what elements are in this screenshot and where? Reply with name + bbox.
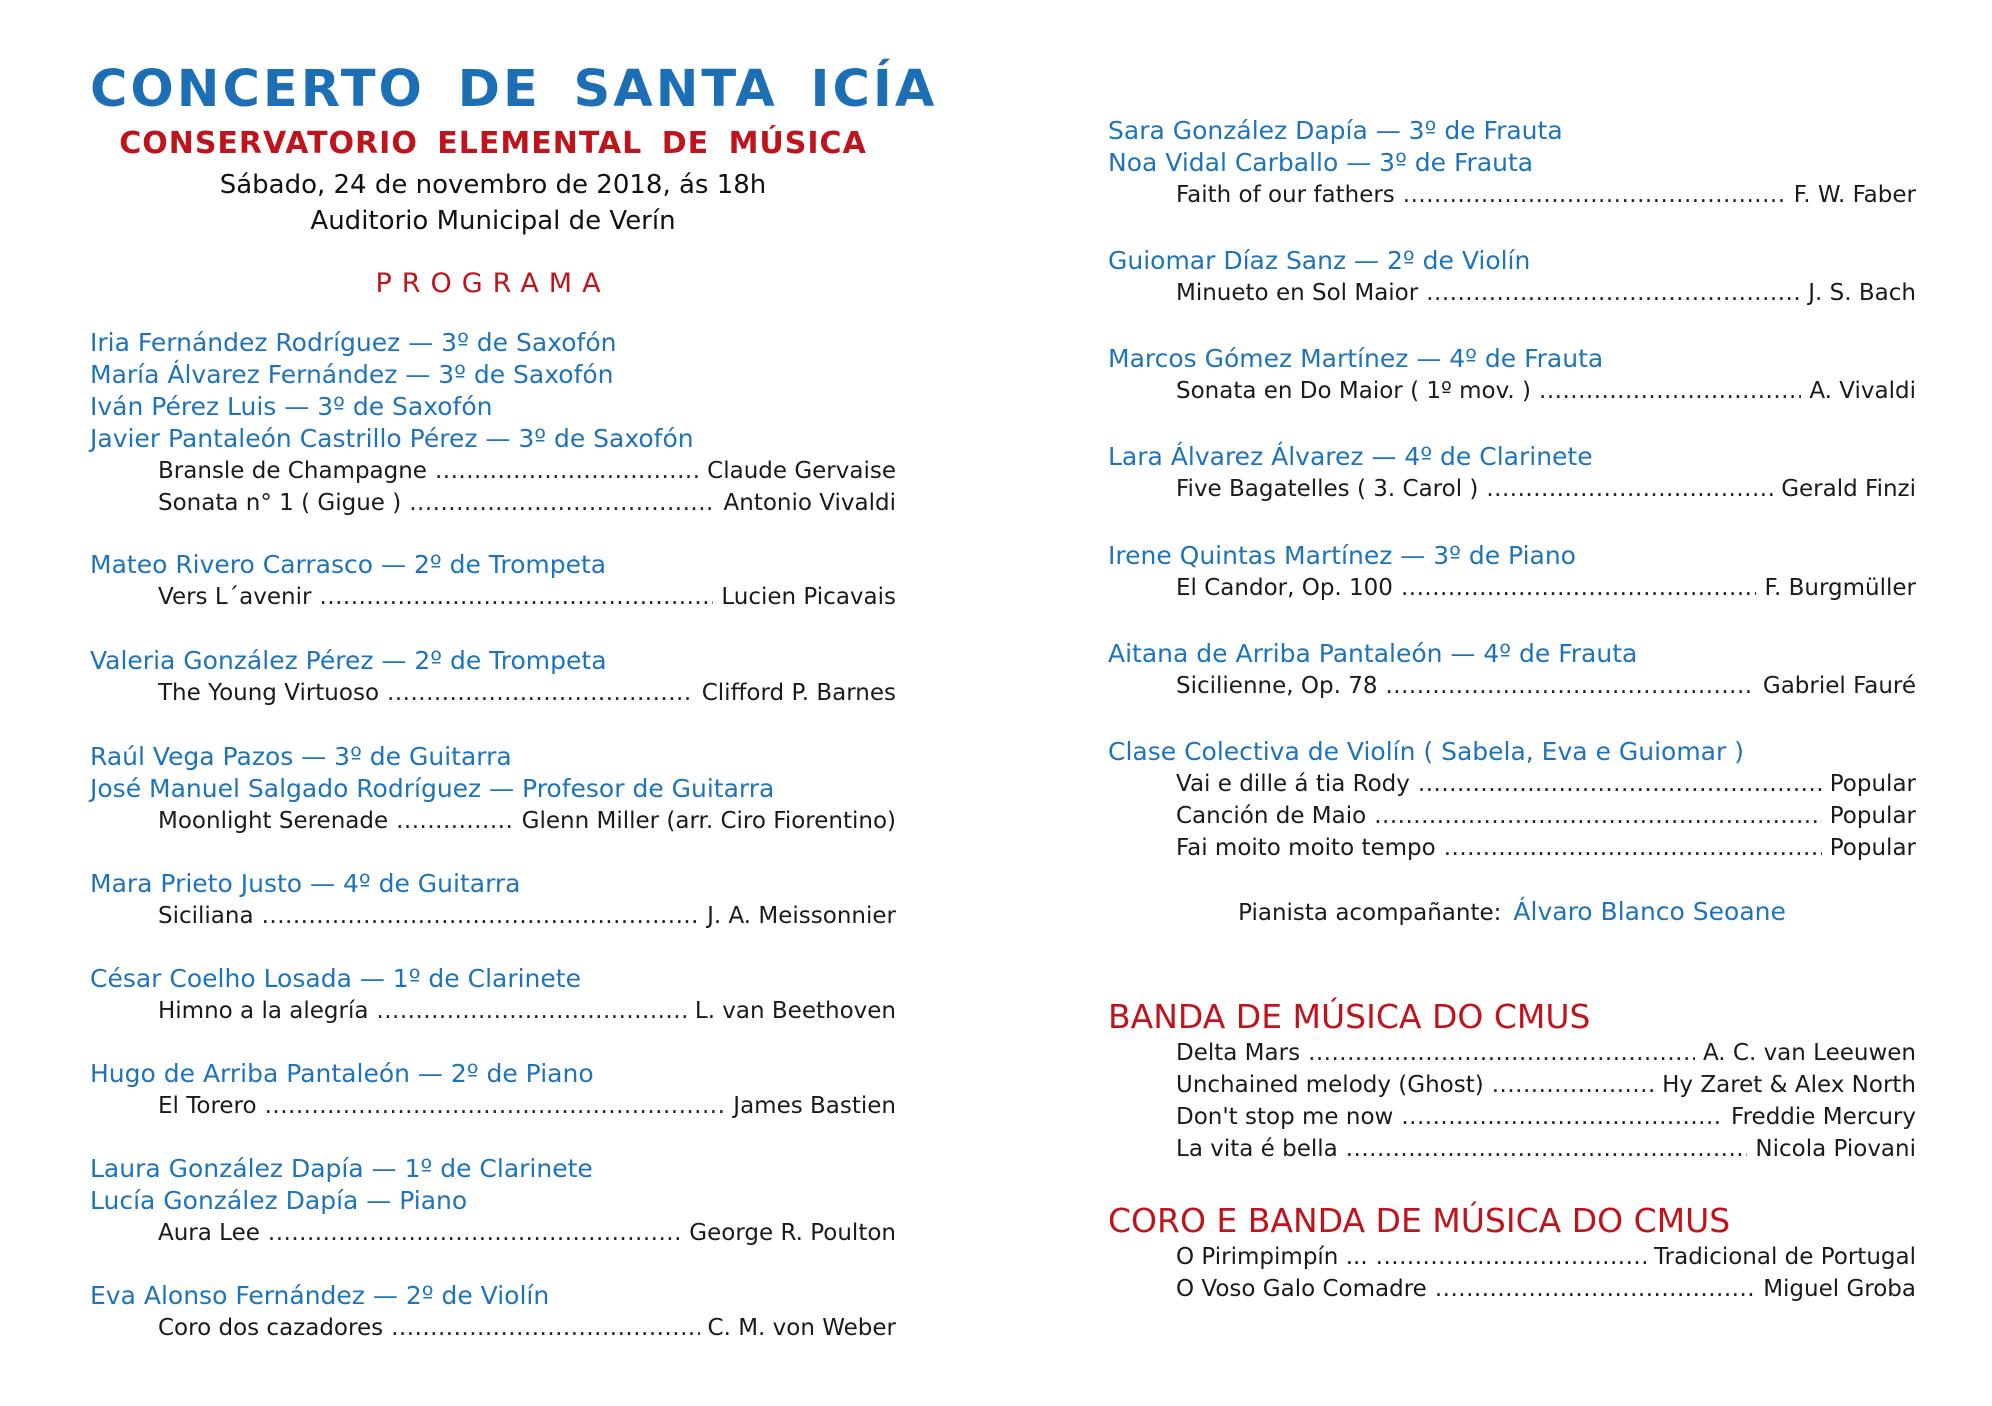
- program-work: [90, 900, 896, 932]
- work-title: The Young Virtuoso: [158, 680, 380, 706]
- work-title: Moonlight Serenade: [158, 808, 389, 834]
- program-entry: [1108, 736, 1916, 864]
- program-entry: [1108, 638, 1916, 702]
- concert-title: CONCERTO DE SANTA ICÍA: [90, 60, 938, 119]
- performer-line: Noa Vidal Carballo — 3º de Frauta: [1108, 148, 1534, 177]
- dot-leader: [1435, 1273, 1755, 1305]
- work-title: Himno a la alegría: [158, 998, 369, 1024]
- performer-line: Hugo de Arriba Pantaleón — 2º de Piano: [90, 1059, 594, 1088]
- program-work: [90, 487, 896, 519]
- pianist-label: Pianista acompañante:: [1238, 900, 1502, 926]
- program-work: [90, 1090, 896, 1122]
- dot-leader: [396, 805, 514, 837]
- program-work: [1108, 1037, 1916, 1069]
- performer-line: Eva Alonso Fernández — 2º de Violín: [90, 1281, 550, 1310]
- work-composer: Tradicional de Portugal: [1653, 1244, 1916, 1270]
- dot-leader: [319, 581, 713, 613]
- work-title: Aura Lee: [158, 1220, 260, 1246]
- work-composer: Antonio Vivaldi: [723, 490, 896, 516]
- dot-leader: [268, 1217, 681, 1249]
- work-composer: J. S. Bach: [1808, 280, 1916, 306]
- program-work: [1108, 572, 1916, 604]
- work-title: Fai moito moito tempo: [1176, 835, 1436, 861]
- work-title: La vita é bella: [1176, 1136, 1338, 1162]
- work-composer: F. Burgmüller: [1764, 575, 1916, 601]
- performer-line: Mateo Rivero Carrasco — 2º de Trompeta: [90, 550, 607, 579]
- dot-leader: [1346, 1133, 1748, 1165]
- dot-leader: [1374, 800, 1822, 832]
- performer-line: Marcos Gómez Martínez — 4º de Frauta: [1108, 344, 1604, 373]
- program-work: [1108, 1241, 1916, 1273]
- dot-leader: [1486, 473, 1773, 505]
- work-composer: Clifford P. Barnes: [701, 680, 896, 706]
- program-work: [90, 455, 896, 487]
- performer-line: César Coelho Losada — 1º de Clarinete: [90, 964, 581, 993]
- program-work: [90, 1312, 896, 1344]
- program-entry: [90, 645, 896, 709]
- work-composer: C. M. von Weber: [707, 1315, 896, 1341]
- work-composer: Nicola Piovani: [1755, 1136, 1916, 1162]
- dot-leader: [1308, 1037, 1695, 1069]
- work-title: El Candor, Op. 100: [1176, 575, 1393, 601]
- performer-line: Lara Álvarez Álvarez — 4º de Clarinete: [1108, 442, 1593, 471]
- program-work: [90, 677, 896, 709]
- program-entry: [90, 963, 896, 1027]
- work-composer: Popular: [1829, 835, 1916, 861]
- work-composer: F. W. Faber: [1793, 182, 1916, 208]
- work-composer: Popular: [1829, 771, 1916, 797]
- work-title: Minueto en Sol Maior: [1176, 280, 1419, 306]
- dot-leader: [1418, 768, 1822, 800]
- work-title: Vai e dille á tia Rody: [1176, 771, 1410, 797]
- dot-leader: [409, 487, 715, 519]
- dot-leader: [1492, 1069, 1654, 1101]
- program-entry: [90, 1153, 896, 1249]
- program-work: [1108, 1069, 1916, 1101]
- work-composer: A. Vivaldi: [1809, 378, 1916, 404]
- work-title: O Pirimpimpín ...: [1176, 1244, 1368, 1270]
- program-entry: [90, 327, 896, 519]
- work-composer: Glenn Miller (arr. Ciro Fiorentino): [521, 808, 896, 834]
- performer-line: Irene Quintas Martínez — 3º de Piano: [1108, 541, 1576, 570]
- performer-line: Iria Fernández Rodríguez — 3º de Saxofón: [90, 328, 617, 357]
- concert-date: Sábado, 24 de novembro de 2018, ás 18h: [219, 170, 767, 200]
- pianist-name: Álvaro Blanco Seoane: [1513, 897, 1786, 926]
- dot-leader: [1403, 179, 1786, 211]
- program-entry: [90, 1058, 896, 1122]
- program-entry: [90, 868, 896, 932]
- choir-band-section: [1108, 1201, 1916, 1305]
- work-title: Coro dos cazadores: [158, 1315, 384, 1341]
- work-composer: A. C. van Leeuwen: [1702, 1040, 1916, 1066]
- dot-leader: [391, 1312, 699, 1344]
- program-work: [1108, 277, 1916, 309]
- dot-leader: [1444, 832, 1822, 864]
- work-composer: Miguel Groba: [1763, 1276, 1916, 1302]
- performer-line: María Álvarez Fernández — 3º de Saxofón: [90, 360, 614, 389]
- concert-venue: Auditorio Municipal de Verín: [310, 206, 676, 236]
- program-work: [1108, 1133, 1916, 1165]
- work-title: Sicilienne, Op. 78: [1176, 673, 1378, 699]
- section-title: BANDA DE MÚSICA DO CMUS: [1108, 997, 1591, 1036]
- program-work: [90, 995, 896, 1027]
- work-composer: Gerald Finzi: [1781, 476, 1916, 502]
- dot-leader: [435, 455, 699, 487]
- program-work: [1108, 375, 1916, 407]
- program-work: [1108, 832, 1916, 864]
- work-title: Sonata en Do Maior ( 1º mov. ): [1176, 378, 1532, 404]
- program-work: [90, 1217, 896, 1249]
- program-work: [1108, 179, 1916, 211]
- dot-leader: [387, 677, 694, 709]
- program-work: [90, 581, 896, 613]
- program-work: [1108, 1273, 1916, 1305]
- work-title: Vers L´avenir: [158, 584, 312, 610]
- conservatory-subtitle: CONSERVATORIO ELEMENTAL DE MÚSICA: [119, 126, 867, 161]
- work-title: Canción de Maio: [1176, 803, 1367, 829]
- program-work: [1108, 800, 1916, 832]
- performer-line: Valeria González Pérez — 2º de Trompeta: [90, 646, 607, 675]
- performer-line: Javier Pantaleón Castrillo Pérez — 3º de Saxofón: [90, 424, 694, 453]
- section-title: CORO E BANDA DE MÚSICA DO CMUS: [1108, 1201, 1731, 1240]
- program-work: [1108, 670, 1916, 702]
- work-composer: Popular: [1829, 803, 1916, 829]
- program-entry: [1108, 540, 1916, 604]
- band-section: [1108, 997, 1916, 1165]
- program-work: [1108, 473, 1916, 505]
- work-composer: George R. Poulton: [689, 1220, 896, 1246]
- work-composer: Lucien Picavais: [721, 584, 896, 610]
- programa-heading: PROGRAMA: [375, 268, 611, 299]
- dot-leader: [1401, 572, 1757, 604]
- program-entry: [1108, 441, 1916, 505]
- performer-line: Lucía González Dapía — Piano: [90, 1186, 468, 1215]
- dot-leader: [265, 1090, 726, 1122]
- work-title: El Torero: [158, 1093, 257, 1119]
- work-composer: Freddie Mercury: [1731, 1104, 1916, 1130]
- program-entry: [90, 741, 896, 837]
- program-work: [1108, 1101, 1916, 1133]
- program-work: [1108, 768, 1916, 800]
- dot-leader: [1401, 1101, 1723, 1133]
- work-composer: J. A. Meissonnier: [707, 903, 896, 929]
- work-title: Sonata n° 1 ( Gigue ): [158, 490, 402, 516]
- work-title: Faith of our fathers: [1176, 182, 1395, 208]
- work-composer: Gabriel Fauré: [1762, 673, 1916, 699]
- performer-line: Aitana de Arriba Pantaleón — 4º de Frauta: [1108, 639, 1638, 668]
- dot-leader: [1376, 1241, 1646, 1273]
- program-entry: [90, 1280, 896, 1344]
- dot-leader: [1539, 375, 1801, 407]
- performer-line: Clase Colectiva de Violín ( Sabela, Eva e Guiomar ): [1108, 737, 1744, 766]
- performer-line: Laura González Dapía — 1º de Clarinete: [90, 1154, 593, 1183]
- dot-leader: [262, 900, 699, 932]
- dot-leader: [1385, 670, 1754, 702]
- work-composer: Claude Gervaise: [707, 458, 896, 484]
- performer-line: Sara González Dapía — 3º de Frauta: [1108, 116, 1563, 145]
- dot-leader: [1426, 277, 1800, 309]
- work-composer: L. van Beethoven: [694, 998, 896, 1024]
- program-work: [90, 805, 896, 837]
- work-title: Unchained melody (Ghost): [1176, 1072, 1484, 1098]
- dot-leader: [376, 995, 686, 1027]
- performer-line: Raúl Vega Pazos — 3º de Guitarra: [90, 742, 512, 771]
- program-entry: [1108, 115, 1916, 211]
- pianist-line: [1108, 896, 1916, 928]
- performer-line: Mara Prieto Justo — 4º de Guitarra: [90, 869, 521, 898]
- work-title: Delta Mars: [1176, 1040, 1301, 1066]
- work-title: Siciliana: [158, 903, 254, 929]
- work-title: Don't stop me now: [1176, 1104, 1394, 1130]
- program-entry: [1108, 245, 1916, 309]
- work-composer: Hy Zaret & Alex North: [1662, 1072, 1916, 1098]
- work-title: Bransle de Champagne: [158, 458, 427, 484]
- performer-line: Guiomar Díaz Sanz — 2º de Violín: [1108, 246, 1531, 275]
- work-title: Five Bagatelles ( 3. Carol ): [1176, 476, 1479, 502]
- work-title: O Voso Galo Comadre: [1176, 1276, 1427, 1302]
- program-entry: [1108, 343, 1916, 407]
- performer-line: José Manuel Salgado Rodríguez — Profesor de Guitarra: [90, 774, 775, 803]
- program-entry: [90, 549, 896, 613]
- work-composer: James Bastien: [733, 1093, 896, 1119]
- performer-line: Iván Pérez Luis — 3º de Saxofón: [90, 392, 493, 421]
